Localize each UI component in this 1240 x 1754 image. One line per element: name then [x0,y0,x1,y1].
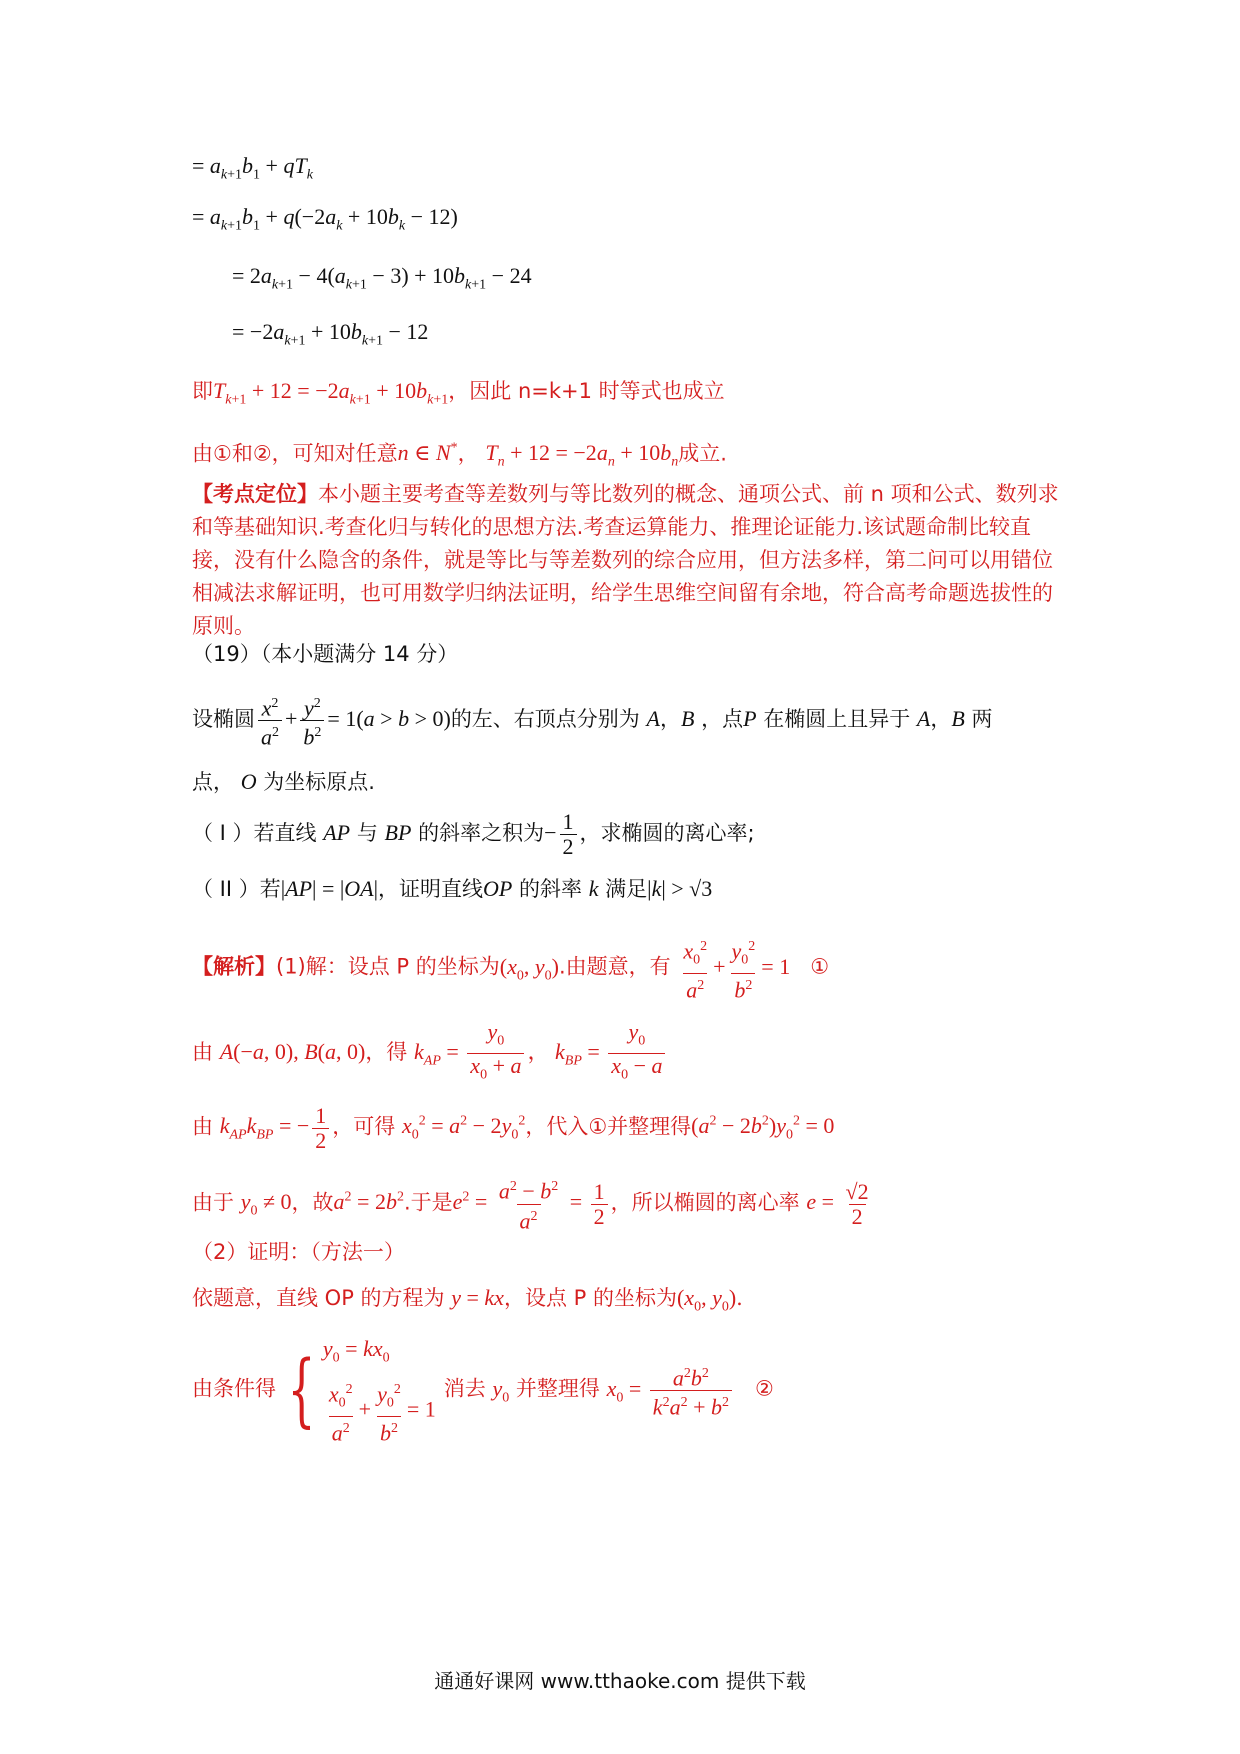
equation-line-2: = $a_{k+1}b_1 + q(-2a_k + 10b_k - 12)$ [192,204,458,234]
problem-19-header: （19）（本小题满分 14 分） [192,642,459,666]
kaodian-tag: 【考点定位】 [192,482,318,506]
solution-line-3: 由 $k_{AP}k_{BP}$ = − $\frac{1}{2}$ ，可得 $x_0^2 = a^2 - 2y_0^2$，代入①并整理得$(a^2 - 2b^2)y_0^2 = 0$ [192,1102,835,1153]
page-footer: 通通好课网 www.tthaoke.com 提供下载 [434,1669,806,1693]
kaodian-text: 本小题主要考查等差数列与等比数列的概念、通项公式、前 n 项和公式、数列求和等基础知识.考查化归与转化的思想方法.考查运算能力、推理论证能力.该试题命制比较直接，没有什么隐含的条件，就是等比与等差数列的综合应用，但方法多样，第二问可以用错位相减法求解证明，也可用数学归纳法证明，给学生思维空间留有余地，符合高考命题选拔性的原则。 [192,482,1059,638]
problem-19-intro-line2: 点， O 为坐标原点. [192,769,375,794]
solution-line-4: 由于 $y_0 \ne 0$，故$a^2 = 2b^2$.于是$e^2$ = $\frac{a^2 - b^2}{a^2}$ = $\frac{1}{2}$ ，所以椭圆的离心率 e = $\frac{√2}{2}$ [192,1178,869,1234]
problem-19-intro: 设椭圆 $\frac{x^2}{a^2}$ + $\frac{y^2}{b^2}$ = 1(a > b > 0)的左、右顶点分别为 A，B ，点P 在椭圆上且异于 A，B 两 [192,695,993,750]
problem-19-part1: （ I ）若直线 AP 与 BP 的斜率之积为− $\frac{1}{2}$ ，求椭圆的离心率; [192,809,755,860]
kaodian-paragraph [192,478,1062,643]
solution-line-2: 由 A(−a, 0), B(a, 0)，得 $k_{AP}$ = $\frac{y_0}{x_0 + a}$ ， $k_{BP}$ = $\frac{y_0}{x_0 - a}$ [192,1020,668,1088]
problem-19-part2: （ II ）若|AP| = |OA|，证明直线OP 的斜率 k 满足|k| > √3 [192,876,713,901]
induction-line-1: 即$T_{k+1} + 12 = -2a_{k+1} + 10b_{k+1}$，因此 n=k+1 时等式也成立 [192,378,725,408]
equation-line-1: = $a_{k+1}b_1 + qT_k$ [192,153,313,183]
solution-line-6: 依题意，直线 OP 的方程为 y = kx，设点 P 的坐标为($x_0$, $y_0$). [192,1285,743,1315]
induction-line-2: 由①和②，可知对任意n ∈ N*， $T_n + 12 = -2a_n + 10b_n$成立. [192,440,727,470]
equation-line-4: = $-2a_{k+1} + 10b_{k+1} - 12$ [232,319,429,349]
equation-line-3: = $2a_{k+1} - 4(a_{k+1} - 3) + 10b_{k+1} - 24$ [232,263,532,293]
solution-line-7: 由条件得 { $y_0 = kx_0$ $\frac{x_0^2}{a^2}$ + $\frac{y_0^2}{b^2}$ = 1 消去 $y_0$ 并整理得 $x_0$ = $\frac{a^2b^2}{k^2a^2 + b^2}$ ② [192,1336,774,1446]
solution-line-1: 【解析】(1)解：设点 P 的坐标为($x_0$, $y_0$).由题意，有 $\frac{x_0^2}{a^2}$ + $\frac{y_0^2}{b^2}$ = 1 ① [192,938,830,1003]
solution-line-5: （2）证明：（方法一） [192,1240,405,1264]
